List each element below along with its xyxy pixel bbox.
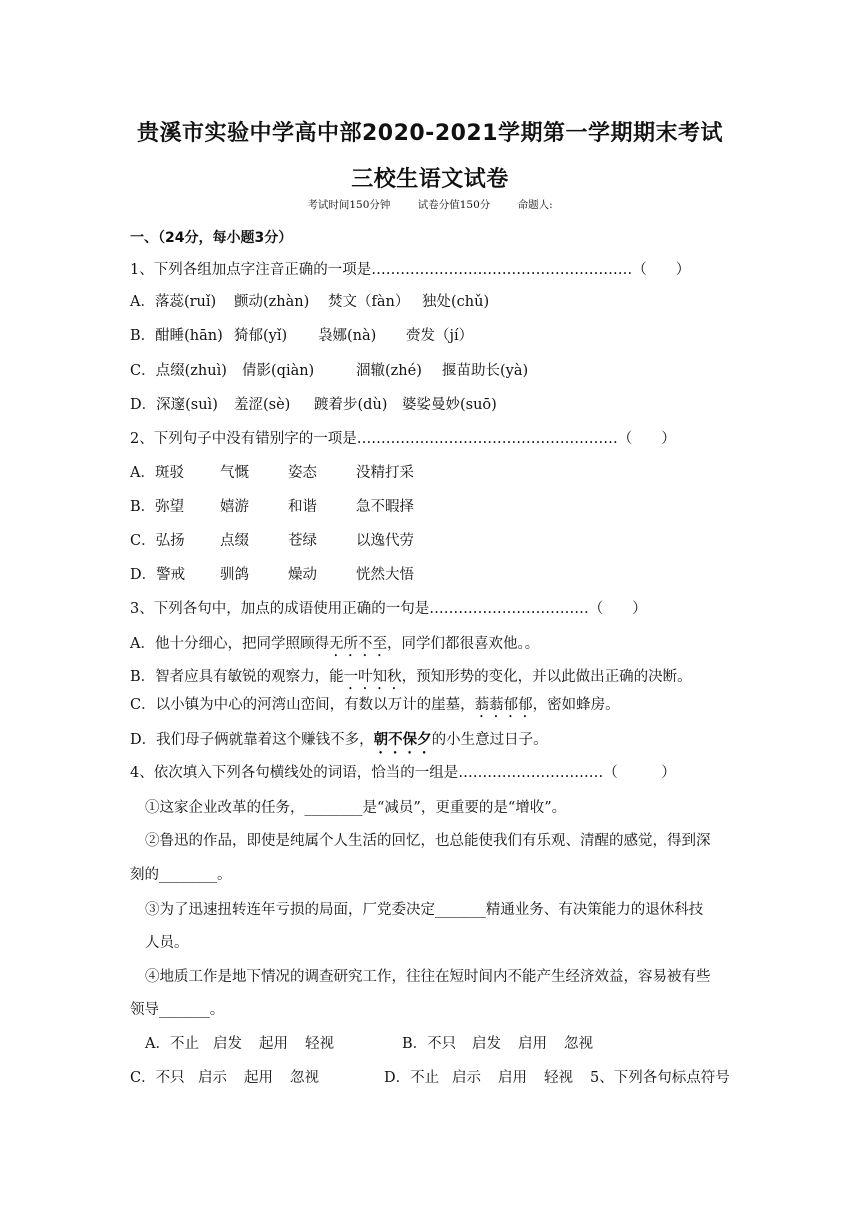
option-text: 启发 — [472, 1036, 501, 1052]
option-text: D．警戒 — [130, 567, 186, 583]
question-3-option-d — [130, 731, 548, 757]
exam-author: 命题人: — [517, 199, 553, 211]
option-text: 苍绿 — [288, 533, 317, 549]
option-text: 焚文（fàn） — [328, 294, 410, 310]
option-text: ，预知形势的变化，并以此做出正确的决断。 — [401, 669, 692, 685]
question-4-sentence-1: ①这家企业改革的任务，________是“减员”，更重要的是“增收”。 — [145, 800, 567, 816]
option-text: 气慨 — [220, 465, 249, 481]
option-text: B．智者应具有敏锐的观察力，能 — [130, 669, 344, 685]
option-text: A．他十分细心，把同学照顾得 — [130, 636, 329, 652]
option-text: 启示 — [452, 1070, 481, 1086]
option-text: 嬉游 — [220, 499, 249, 515]
question-3-stem: 3、下列各句中，加点的成语使用正确的一句是……………………………（ ） — [130, 601, 647, 617]
option-text: 的小生意过日子。 — [431, 732, 548, 748]
option-text: 起用 — [244, 1070, 273, 1086]
question-4-sentence-3-cont: 人员。 — [145, 935, 189, 951]
exam-time: 考试时间150分钟 — [307, 199, 391, 211]
question-2-stem: 2、下列句子中没有错别字的一项是………………………………………………（ ） — [130, 431, 676, 447]
option-text: C．不只 — [130, 1070, 185, 1086]
option-text: B．弥望 — [130, 499, 185, 515]
option-text: ，同学们都很喜欢他。。 — [386, 636, 540, 652]
option-text: D．不止 — [384, 1070, 440, 1086]
question-2-option-b — [130, 500, 414, 515]
option-text: 羞涩(sè) — [234, 397, 291, 413]
section-heading: 一、（24分，每小题3分） — [130, 230, 293, 246]
option-text: C．点缀(zhuì) — [130, 363, 227, 379]
option-text: A．斑驳 — [130, 465, 184, 481]
option-text: 涸辙(zhé) — [356, 363, 422, 379]
question-4-sentence-2-cont: 刻的________。 — [130, 867, 232, 883]
question-4-option-b — [402, 1037, 593, 1052]
option-text: 和谐 — [288, 499, 317, 515]
exam-meta — [0, 197, 860, 212]
question-2-option-c — [130, 534, 414, 549]
option-text: 姿态 — [288, 465, 317, 481]
option-text: 忽视 — [564, 1036, 593, 1052]
exam-subtitle: 三校生语文试卷 — [351, 167, 509, 192]
option-text: 以逸代劳 — [356, 533, 414, 549]
question-4-option-a — [145, 1037, 334, 1052]
option-text: A．落蕊(ruǐ) — [130, 294, 217, 310]
question-4-stem: 4、依次填入下列各句横线处的词语，恰当的一组是…………………………（ ） — [130, 765, 676, 781]
option-text: 启用 — [518, 1036, 547, 1052]
exam-title: 贵溪市实验中学高中部2020-2021学期第一学期期末考试 — [136, 121, 724, 146]
option-text: 燥动 — [288, 567, 317, 583]
question-5-stem-start: 5、下列各句标点符号 — [590, 1070, 730, 1086]
question-1-option-c — [130, 364, 528, 379]
option-text: C．以小镇为中心的河湾山峦间，有数以万计的崖墓， — [130, 697, 475, 713]
question-4-option-d — [384, 1071, 730, 1086]
option-text: D．深邃(suì) — [130, 397, 218, 413]
dotted-idiom: 朝不保夕 — [373, 731, 432, 748]
question-2-option-d — [130, 568, 414, 583]
question-1-stem: 1、下列各组加点字注音正确的一项是………………………………………………（ ） — [130, 262, 691, 278]
question-3-option-c — [130, 697, 620, 721]
option-text: 独处(chǔ) — [422, 294, 490, 310]
option-text: 赍发（jí） — [406, 328, 474, 344]
option-text: 点缀 — [220, 533, 249, 549]
option-text: 轻视 — [544, 1070, 573, 1086]
option-text: 揠苗助长(yà) — [442, 363, 529, 379]
option-text: 袅娜(nà) — [318, 328, 377, 344]
option-text: 启发 — [213, 1036, 242, 1052]
question-1-option-b — [130, 329, 473, 344]
dotted-idiom: 无所不至 — [328, 636, 387, 652]
option-text: 启示 — [198, 1070, 227, 1086]
exam-score: 试卷分值150分 — [417, 199, 491, 211]
option-text: 驯鸽 — [220, 567, 249, 583]
option-text: 起用 — [259, 1036, 288, 1052]
option-text: 启用 — [498, 1070, 527, 1086]
option-text: 猗郁(yǐ) — [234, 328, 288, 344]
question-1-option-a — [130, 295, 489, 310]
question-4-sentence-3: ③为了迅速扭转连年亏损的局面，厂党委决定_______精通业务、有决策能力的退休科技 — [145, 902, 704, 918]
question-4-option-c — [130, 1071, 319, 1086]
option-text: 轻视 — [305, 1036, 334, 1052]
option-text: 颤动(zhàn) — [234, 294, 310, 310]
option-text: ，密如蜂房。 — [532, 697, 620, 713]
question-3-option-a — [130, 636, 539, 660]
option-text: 踱着步(dù) — [314, 397, 388, 413]
question-4-sentence-4: ④地质工作是地下情况的调查研究工作，往往在短时间内不能产生经济效益，容易被有些 — [145, 969, 711, 985]
question-4-sentence-2: ②鲁迅的作品，即使是纯属个人生活的回忆，也总能使我们有乐观、清醒的感觉，得到深 — [145, 833, 711, 849]
option-text: C．弘扬 — [130, 533, 185, 549]
question-2-option-a — [130, 466, 414, 481]
option-text: 急不暇择 — [356, 499, 414, 515]
question-3-option-b — [130, 669, 692, 693]
option-text: B．不只 — [402, 1036, 457, 1052]
option-text: 倩影(qiàn) — [242, 363, 315, 379]
question-1-option-d — [130, 398, 497, 413]
option-text: 婆娑曼妙(suō) — [402, 397, 497, 413]
question-4-sentence-4-cont: 领导_______。 — [130, 1002, 225, 1018]
dotted-idiom: 一叶知秋 — [343, 669, 402, 685]
option-text: 忽视 — [290, 1070, 319, 1086]
option-text: A．不止 — [145, 1036, 199, 1052]
option-text: B．酣睡(hān) — [130, 328, 223, 344]
option-text: 没精打采 — [356, 465, 414, 481]
option-text: D．我们母子俩就靠着这个赚钱不多， — [130, 732, 374, 748]
dotted-idiom: 蓊蓊郁郁 — [474, 697, 533, 713]
option-text: 恍然大悟 — [356, 567, 414, 583]
